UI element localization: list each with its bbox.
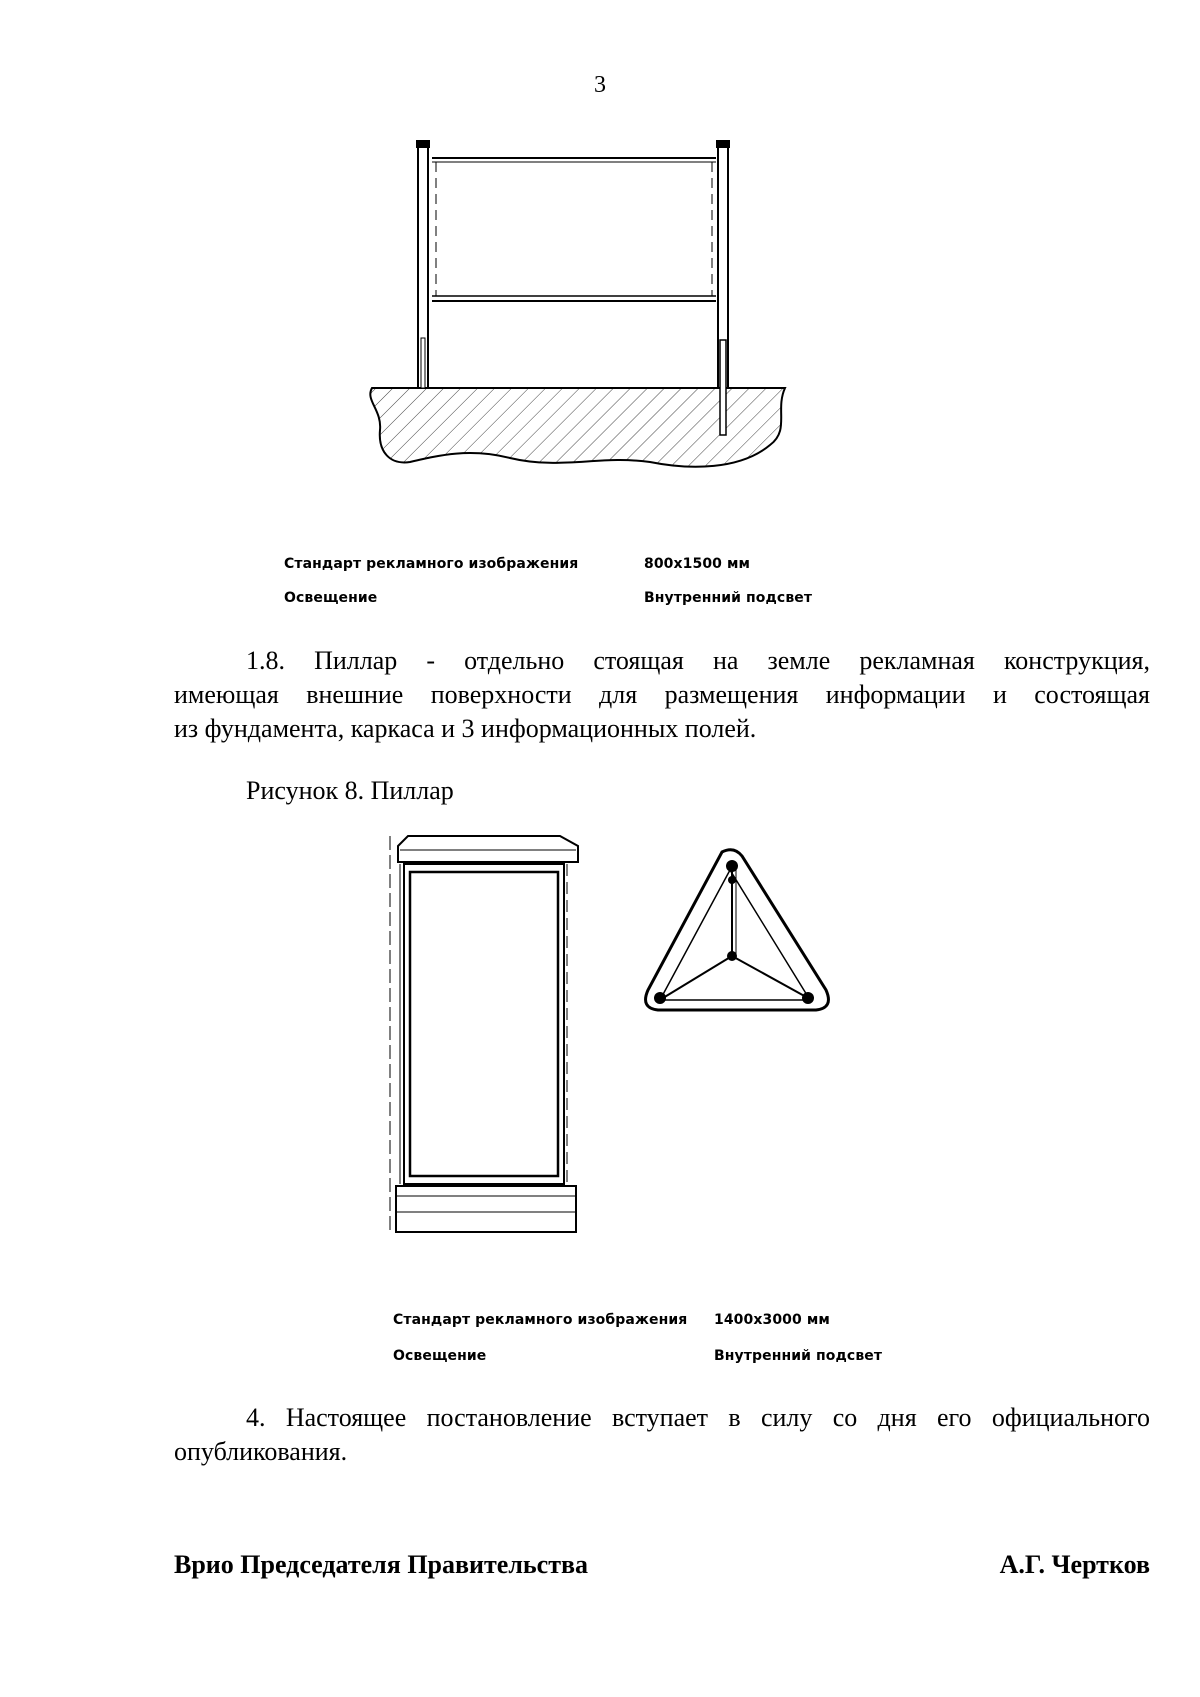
- section-1-8-line-2: имеющая внешние поверхности для размещения информации и состоящая: [174, 680, 1150, 709]
- signature-position: Врио Председателя Правительства: [174, 1550, 589, 1579]
- section-4-line-2: опубликования.: [174, 1437, 348, 1466]
- section-1-8-line-1: 1.8. Пиллар - отдельно стоящая на земле рекламная конструкция,: [246, 646, 1150, 675]
- fig7-spec-label-1: Стандарт рекламного изображения: [284, 556, 579, 572]
- signature-name: А.Г. Чертков: [999, 1550, 1150, 1579]
- figure-8-caption: Рисунок 8. Пиллар: [246, 776, 454, 805]
- fig8-spec-value-2: Внутренний подсвет: [714, 1348, 883, 1364]
- fig7-spec-value-1: 800x1500 мм: [644, 556, 751, 572]
- section-4-paragraph: [174, 1401, 1150, 1469]
- fig7-spec-value-2: Внутренний подсвет: [644, 590, 813, 606]
- fig8-spec-value-1: 1400x3000 мм: [714, 1312, 830, 1328]
- fig8-spec-label-2: Освещение: [393, 1348, 487, 1364]
- page-number: 3: [594, 72, 606, 98]
- section-1-8-line-3: из фундамента, каркаса и 3 информационных полей.: [174, 714, 757, 743]
- fig7-spec-label-2: Освещение: [284, 590, 378, 606]
- fig8-spec-label-1: Стандарт рекламного изображения: [393, 1312, 688, 1328]
- section-4-line-1: 4. Настоящее постановление вступает в силу со дня его официального: [246, 1403, 1150, 1432]
